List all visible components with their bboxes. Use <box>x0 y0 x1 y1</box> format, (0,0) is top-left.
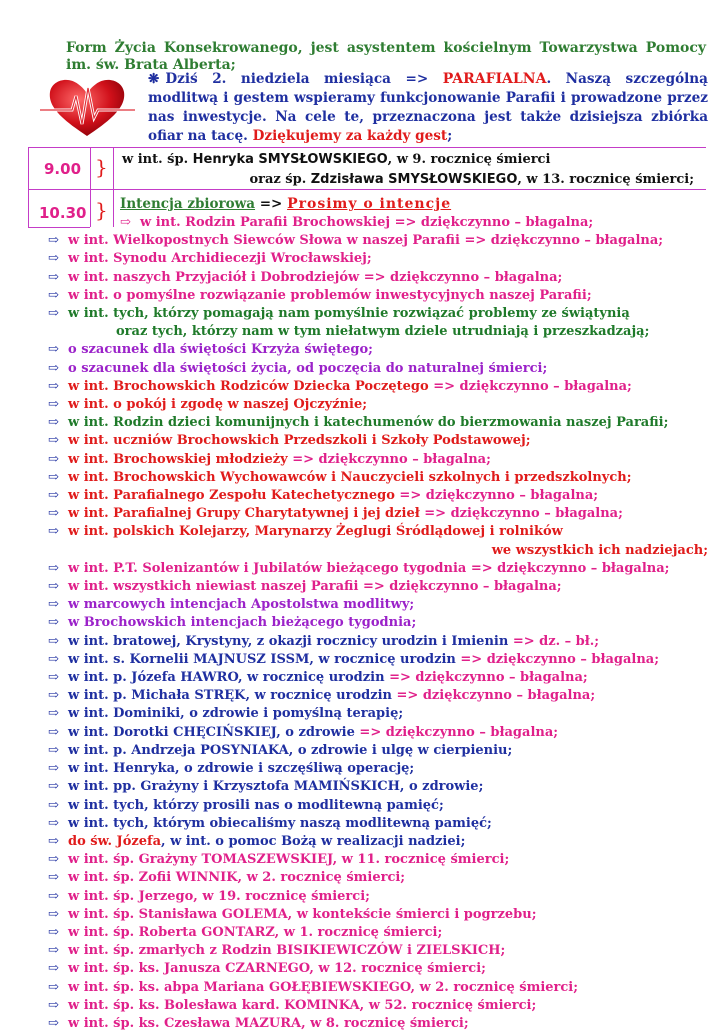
intention-item <box>48 578 708 596</box>
intention-type: => dziękczynno – błagalna; <box>459 233 664 249</box>
divider-left <box>28 147 29 227</box>
arrow-icon: ⇨ <box>48 287 59 303</box>
intention-item <box>48 687 708 705</box>
intention-text: w Brochowskich intencjach bieżącego tygodnia; <box>68 615 417 631</box>
arrow-icon: ⇨ <box>48 997 59 1013</box>
intention-item <box>48 815 708 833</box>
intention-text: w int. p. Józefa HAWRO, w rocznicę urodzin <box>68 670 385 686</box>
intention-text: w marcowych intencjach Apostolstwa modlitwy; <box>68 597 415 613</box>
intention-item <box>48 269 708 287</box>
intention-text: w int. Synodu Archidiecezji Wrocławskiej; <box>68 251 372 267</box>
arrow-icon: ⇨ <box>48 342 59 358</box>
arrow-icon: ⇨ <box>48 852 59 868</box>
intention-text: o szacunek dla świętości życia, od poczęcia do naturalnej śmierci; <box>68 360 548 376</box>
intention-text: w int. śp. Jerzego, w 19. rocznicę śmierci; <box>68 888 370 904</box>
intention-type: => dziękczynno – błagalna; <box>391 688 596 704</box>
intention-type: => dziękczynno – błagalna; <box>287 451 491 467</box>
mass-900-line2: oraz śp. Zdzisława SMYSŁOWSKIEGO, w 13. rocznicę śmierci; <box>249 172 694 187</box>
intention-lead: do św. Józefa <box>68 833 162 849</box>
arrow-icon: ⇨ <box>48 597 59 613</box>
intention-text: w int. śp. ks. Czesława MAZURA, w 8. rocznicę śmierci; <box>68 1015 469 1031</box>
intention-type: => dziękczynno – błagalna; <box>384 670 588 686</box>
arrow-icon: ⇨ <box>48 506 59 522</box>
intention-item <box>48 869 708 887</box>
intention-list <box>48 214 708 1033</box>
intention-type: => dziękczynno – błagalna; <box>466 560 670 576</box>
intention-text: w int. śp. ks. Bolesława kard. KOMINKA, w 52. rocznicę śmierci; <box>68 997 537 1013</box>
intention-continuation: we wszystkich ich nadziejach; <box>491 542 708 558</box>
arrow-icon: ⇨ <box>48 870 59 886</box>
intention-text: w int. o pomyślne rozwiązanie problemów inwestycyjnych naszej Parafii; <box>68 287 592 303</box>
intention-text: w int. Rodzin dzieci komunijnych i katechumenów do bierzmowania naszej Parafii; <box>68 415 669 431</box>
arrow-icon: ⇨ <box>48 233 59 249</box>
arrow-icon: ⇨ <box>48 251 59 267</box>
intention-type: => dziękczynno – błagalna; <box>358 579 562 595</box>
intention-type: => dziękczynno – błagalna; <box>455 651 660 667</box>
arrow-icon: ⇨ <box>48 378 59 394</box>
intention-item <box>48 724 708 742</box>
intention-text: w int. tych, którym obiecaliśmy naszą modlitewną pamięć; <box>68 815 492 831</box>
notice-part2: . Naszą szczególną modlitwą i gestem wspieramy funkcjonowanie Parafii i prowadzone przez nas inwestycje. Na cele te, przeznaczona jest także dzisiejsza zbiórka ofiar na tacę. <box>148 71 708 144</box>
intention-text: w int. Wielkopostnych Siewców Słowa w naszej Parafii <box>68 233 460 249</box>
bullet-icon: ❋ <box>148 71 160 87</box>
intention-type: => dz. – bł.; <box>508 633 600 649</box>
intention-item <box>48 360 708 378</box>
arrow-icon: ⇨ <box>48 779 59 795</box>
intention-text: w int. śp. Stanisława GOLEMA, w kontekście śmierci i pogrzebu; <box>68 906 537 922</box>
intention-type: => dziękczynno – błagalna; <box>354 724 559 740</box>
intention-type: => dziękczynno – błagalna; <box>428 378 632 394</box>
arrow-icon: ⇨ <box>48 415 59 431</box>
intention-item <box>48 560 708 578</box>
intention-item <box>48 469 708 487</box>
mass-time-1030: 10.30 <box>39 204 87 222</box>
intention-text: w int. Rodzin Parafii Brochowskiej <box>140 215 391 230</box>
arrow-icon: ⇨ <box>48 961 59 977</box>
intention-item <box>48 960 708 978</box>
intention-item <box>48 341 708 359</box>
intention-text: w int. Parafialnej Grupy Charytatywnej i jej dzieł <box>68 506 420 522</box>
intention-text: w int. p. Michała STRĘK, w rocznicę urodzin <box>68 688 392 704</box>
arrow-icon: ⇨ <box>48 742 59 758</box>
arrow-icon: ⇨ <box>48 560 59 576</box>
intention-item <box>48 396 708 414</box>
intention-text: w int. naszych Przyjaciół i Dobrodziejów <box>68 269 360 285</box>
intention-item <box>48 851 708 869</box>
arrow-icon: ⇨ <box>48 815 59 831</box>
intention-text: w int. Brochowskich Wychowawców i Nauczycieli szkolnych i przedszkolnych; <box>68 469 632 485</box>
arrow-icon: ⇨ <box>48 651 59 667</box>
intention-text: w int. śp. Zofii WINNIK, w 2. rocznicę śmierci; <box>68 870 406 886</box>
intention-text: w int. tych, którzy prosili nas o modlitewną pamięć; <box>68 797 444 813</box>
intention-text: w int. Brochowskich Rodziców Dziecka Poczętego <box>68 378 429 394</box>
intention-text: w int. uczniów Brochowskich Przedszkoli i Szkoły Podstawowej; <box>68 433 531 449</box>
intention-item <box>48 742 708 760</box>
arrow-icon: ⇨ <box>48 524 59 540</box>
intention-item <box>48 250 708 268</box>
heart-ecg-icon <box>40 74 135 144</box>
brace-900: } <box>95 155 108 179</box>
arrow-icon: ⇨ <box>48 906 59 922</box>
arrow-icon: ⇨ <box>48 269 59 285</box>
intention-item <box>48 1015 708 1033</box>
divider-top <box>28 147 706 148</box>
arrow-icon: ⇨ <box>48 761 59 777</box>
arrow-icon: ⇨ <box>48 451 59 467</box>
arrow-icon: ⇨ <box>48 433 59 449</box>
intention-type: => dziękczynno – błagalna; <box>419 506 623 522</box>
intention-item <box>48 214 708 232</box>
intention-item <box>48 596 708 614</box>
intention-text: w int. śp. Roberta GONTARZ, w 1. rocznicę śmierci; <box>68 924 443 940</box>
intention-text: w int. P.T. Solenizantów i Jubilatów bieżącego tygodnia <box>68 560 467 576</box>
intention-item <box>48 487 708 505</box>
arrow-icon: ⇨ <box>48 924 59 940</box>
intention-text: w int. Dominiki, o zdrowie i pomyślną terapię; <box>68 706 404 722</box>
intention-text: , w int. o pomoc Bożą w realizacji nadziei; <box>161 833 466 849</box>
intention-text: w int. tych, którzy pomagają nam pomyślnie rozwiązać problemy ze świątynią <box>68 306 630 322</box>
intro-text: Form Życia Konsekrowanego, jest asystentem kościelnym Towarzystwa Pomocy im. św. Brata Alberta; <box>66 40 706 73</box>
intention-text: w int. śp. Grażyny TOMASZEWSKIEJ, w 11. rocznicę śmierci; <box>68 852 510 868</box>
intention-item <box>48 778 708 796</box>
notice-part1: Dziś 2. niedziela miesiąca => <box>165 71 443 87</box>
intention-text: w int. pp. Grażyny i Krzysztofa MAMIŃSKICH, o zdrowie; <box>68 779 484 795</box>
arrow-icon: ⇨ <box>48 888 59 904</box>
intention-text: w int. Parafialnego Zespołu Katechetycznego <box>68 488 395 504</box>
intention-item <box>48 505 708 523</box>
intention-continuation: oraz tych, którzy nam w tym niełatwym dziele utrudniają i przeszkadzają; <box>116 324 650 340</box>
intention-text: w int. s. Kornelii MAJNUSZ ISSM, w rocznicę urodzin <box>68 651 456 667</box>
arrow-icon: ⇨ <box>48 633 59 649</box>
arrow-icon: ⇨ <box>48 797 59 813</box>
intention-text: w int. polskich Kolejarzy, Marynarzy Żeglugi Śródlądowej i rolników <box>68 524 563 540</box>
intention-item <box>48 888 708 906</box>
mass-1030-heading: Intencja zbiorowa => Prosimy o intencje <box>120 196 452 212</box>
intention-item <box>48 979 708 997</box>
intention-text: w int. o pokój i zgodę w naszej Ojczyźnie; <box>68 397 368 413</box>
arrow-icon: ⇨ <box>48 724 59 740</box>
intention-text: w int. p. Andrzeja POSYNIAKA, o zdrowie i ulgę w cierpieniu; <box>68 742 513 758</box>
notice-paragraph <box>148 70 708 146</box>
intention-item <box>48 614 708 632</box>
intention-item <box>48 651 708 669</box>
arrow-icon: ⇨ <box>48 979 59 995</box>
intention-item <box>48 705 708 723</box>
intention-item <box>48 523 708 559</box>
intention-item <box>48 287 708 305</box>
intention-text: w int. śp. zmarłych z Rodzin BISIKIEWICZÓW i ZIELSKICH; <box>68 943 506 959</box>
notice-parafialna: PARAFIALNA <box>442 71 547 87</box>
arrow-icon: ⇨ <box>48 488 59 504</box>
intention-item <box>48 378 708 396</box>
intention-item <box>48 833 708 851</box>
intention-text: w int. Henryka, o zdrowie i szczęśliwą operację; <box>68 761 415 777</box>
intention-item <box>48 669 708 687</box>
arrow-icon: ⇨ <box>48 1015 59 1031</box>
intention-item <box>48 997 708 1015</box>
arrow-icon: ⇨ <box>120 215 131 230</box>
intention-item <box>48 924 708 942</box>
arrow-icon: ⇨ <box>48 360 59 376</box>
mass-900-line1: w int. śp. Henryka SMYSŁOWSKIEGO, w 9. rocznicę śmierci <box>122 152 551 167</box>
intention-text: w int. Brochowskiej młodzieży <box>68 451 288 467</box>
arrow-icon: ⇨ <box>48 670 59 686</box>
intention-item <box>48 797 708 815</box>
arrow-icon: ⇨ <box>48 615 59 631</box>
intention-item <box>48 232 708 250</box>
intention-type: => dziękczynno – błagalna; <box>394 488 599 504</box>
intention-item <box>48 414 708 432</box>
notice-thanks: Dziękujemy za każdy gest <box>252 128 448 144</box>
notice-end: ; <box>447 128 453 144</box>
mass-time-900: 9.00 <box>44 160 82 178</box>
intention-text: w int. Dorotki CHĘCIŃSKIEJ, o zdrowie <box>68 724 355 740</box>
intention-item <box>48 305 708 341</box>
intention-item <box>48 906 708 924</box>
intention-type: => dziękczynno – błagalna; <box>390 215 594 230</box>
arrow-icon: ⇨ <box>48 943 59 959</box>
intention-text: w int. śp. ks. abpa Mariana GOŁĘBIEWSKIEGO, w 2. rocznicę śmierci; <box>68 979 579 995</box>
mass-900-intentions <box>122 150 702 190</box>
arrow-icon: ⇨ <box>48 833 59 849</box>
arrow-icon: ⇨ <box>48 306 59 322</box>
arrow-icon: ⇨ <box>48 579 59 595</box>
intention-item <box>48 451 708 469</box>
arrow-icon: ⇨ <box>48 688 59 704</box>
intention-item <box>48 942 708 960</box>
intention-text: w int. bratowej, Krystyny, z okazji rocznicy urodzin i Imienin <box>68 633 509 649</box>
arrow-icon: ⇨ <box>48 706 59 722</box>
intention-item <box>48 633 708 651</box>
intention-item <box>48 432 708 450</box>
intention-type: => dziękczynno – błagalna; <box>359 269 563 285</box>
intention-text: w int. wszystkich niewiast naszej Parafii <box>68 579 359 595</box>
arrow-icon: ⇨ <box>48 397 59 413</box>
brace-1030: } <box>95 198 108 222</box>
intention-item <box>48 760 708 778</box>
intention-text: o szacunek dla świętości Krzyża świętego; <box>68 342 373 358</box>
intention-text: w int. śp. ks. Janusza CZARNEGO, w 12. rocznicę śmierci; <box>68 961 486 977</box>
arrow-icon: ⇨ <box>48 469 59 485</box>
